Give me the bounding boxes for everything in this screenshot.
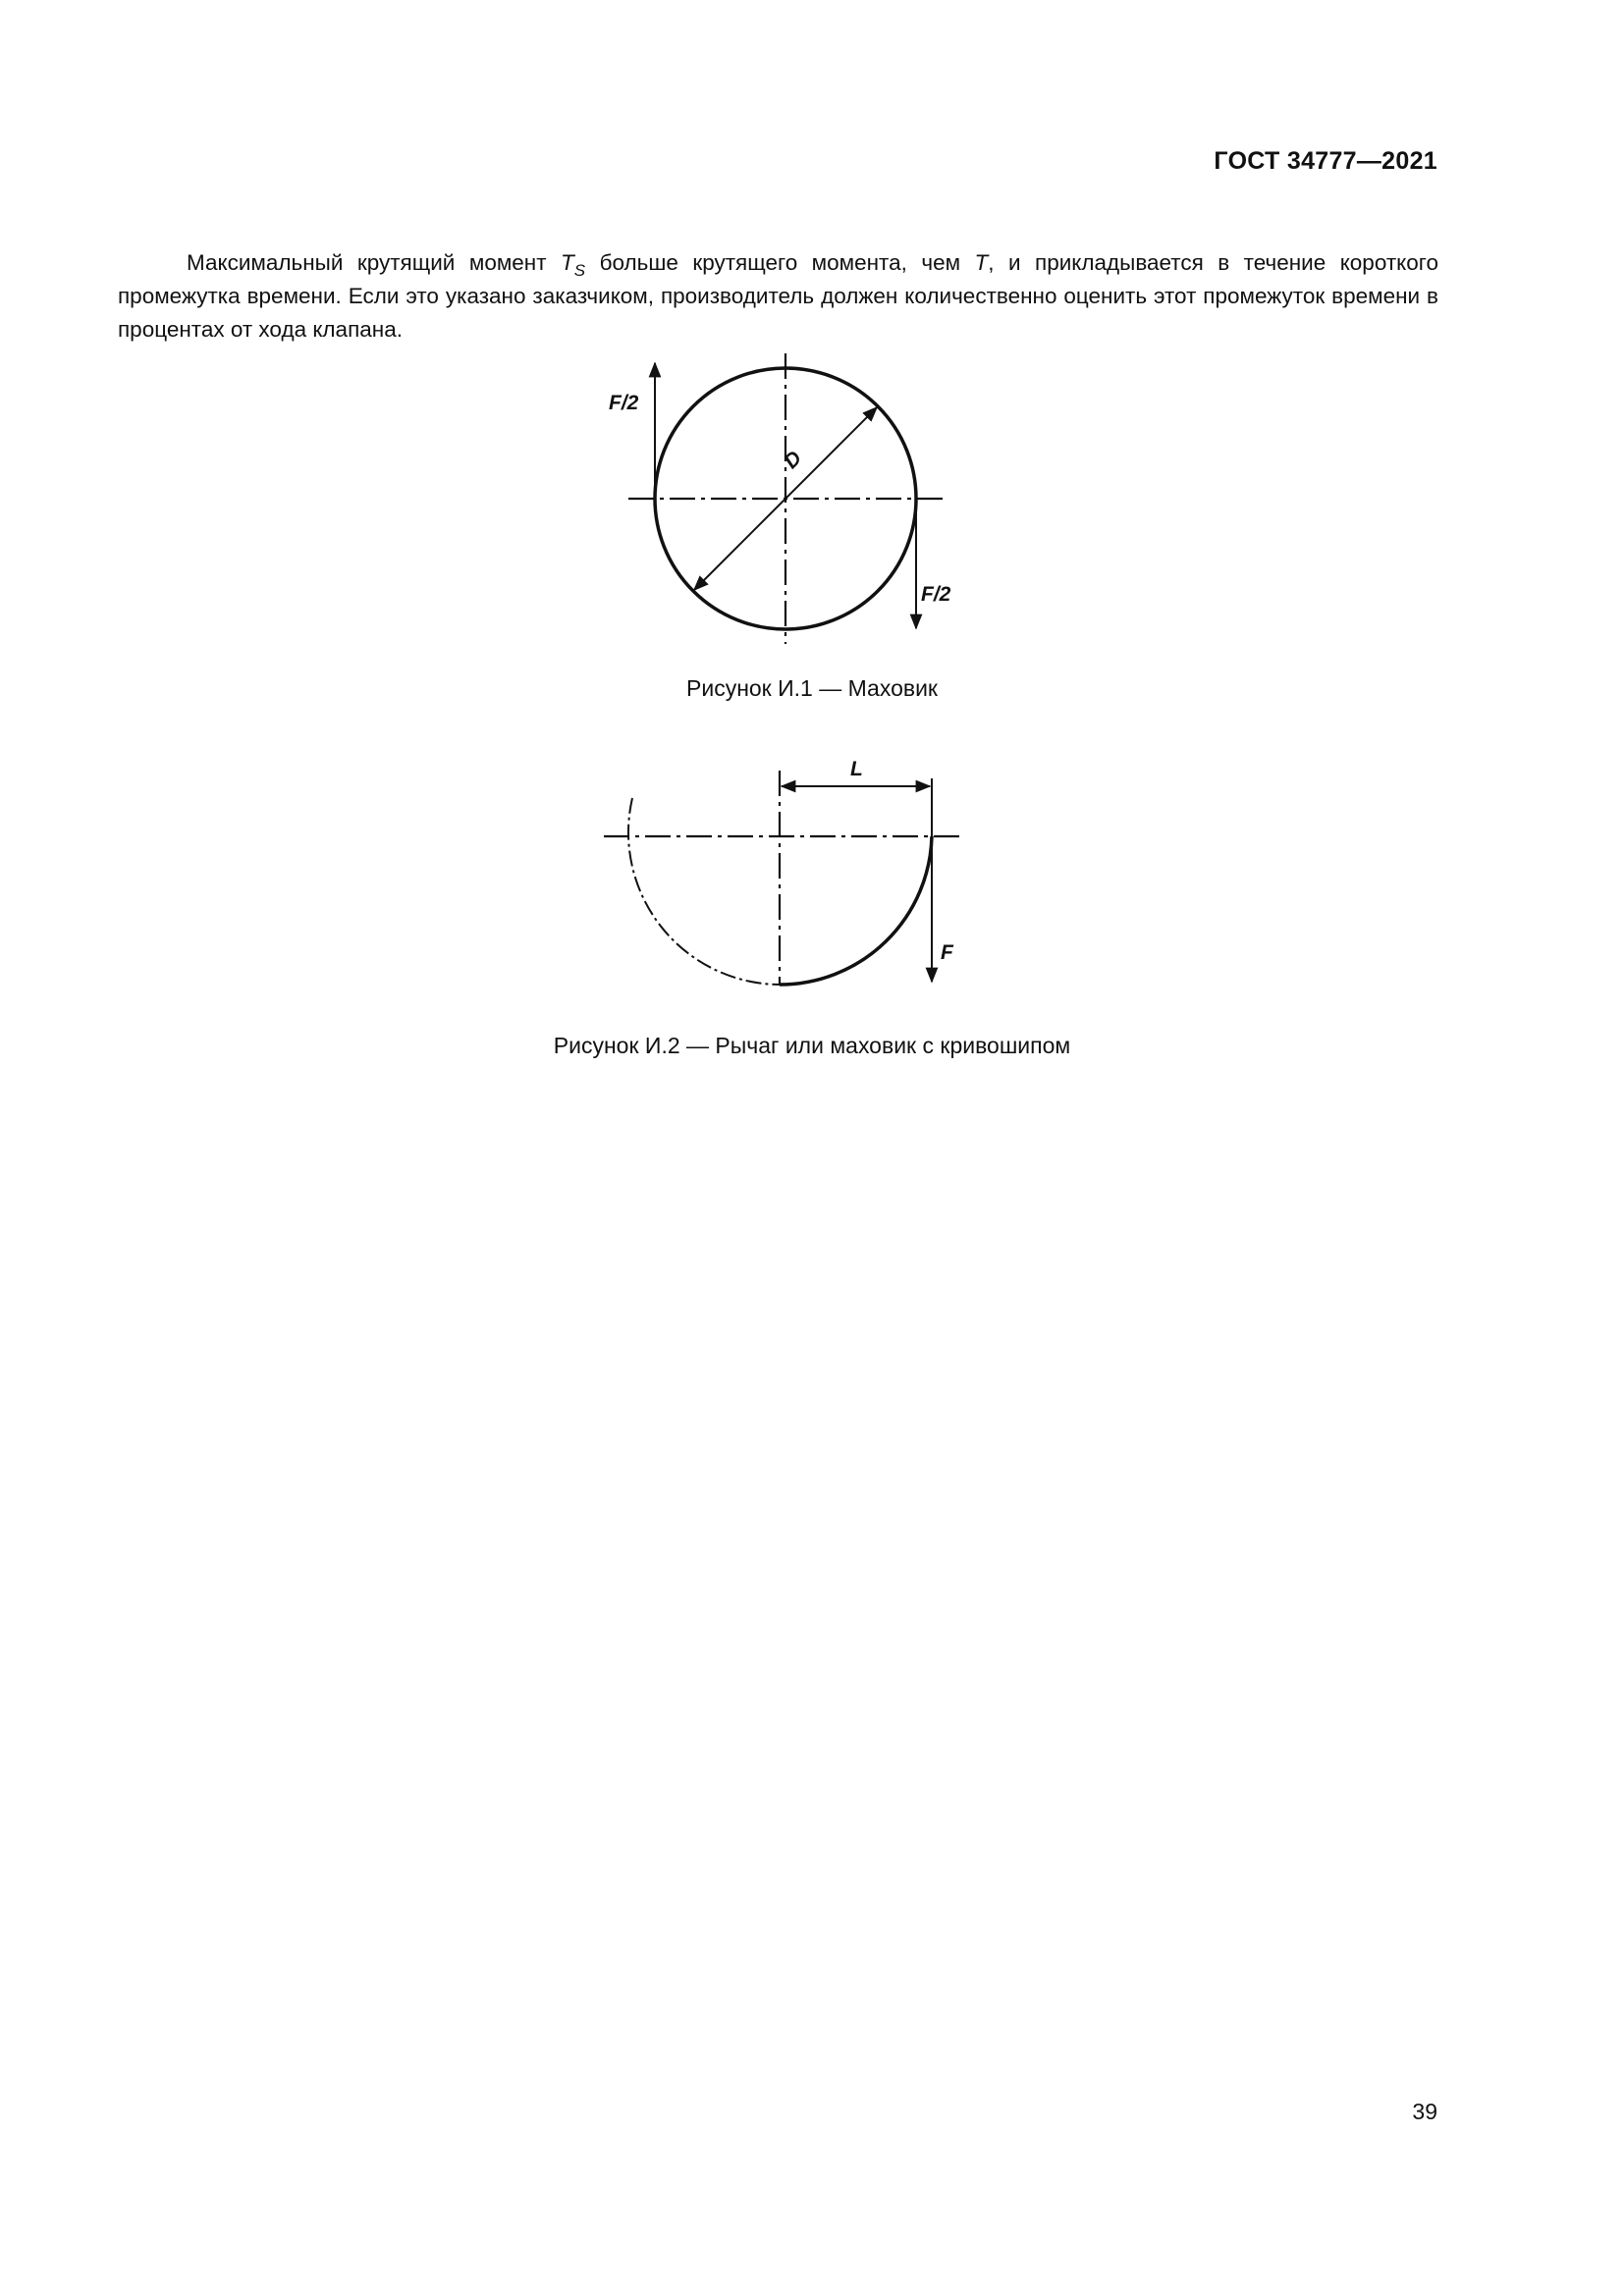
page-header-standard: ГОСТ 34777—2021 [1214, 147, 1437, 175]
label-diameter: D [780, 447, 807, 473]
body-paragraph [118, 246, 1438, 347]
label-force: F [941, 941, 953, 964]
crank-arc-faint [628, 798, 780, 985]
figure-lever [589, 751, 982, 1006]
figure-handwheel [589, 353, 982, 648]
paragraph-text-2: больше крутящего момента, чем [585, 249, 975, 275]
lever-diagram [589, 751, 982, 1006]
symbol-t: T [974, 249, 989, 275]
paragraph-text-3: , и прикладывается в течение коpоткого промежутка времени. Если это указано заказчиком, производитель должен количественно оценить этот промежуток времени в процентах от хода клапана. [118, 249, 1438, 342]
figure1-caption: Рисунок И.1 — Маховик [686, 675, 938, 701]
symbol-ts: T [561, 249, 574, 275]
label-force-top: F/2 [609, 392, 639, 414]
crank-arc [780, 836, 932, 985]
label-force-bottom: F/2 [921, 583, 951, 606]
symbol-ts-subscript: S [573, 260, 586, 280]
page-number: 39 [1412, 2099, 1437, 2124]
paragraph-text-1: Максимальный крутящий момент [187, 249, 562, 275]
figure2-caption: Рисунок И.2 — Рычаг или маховик с кривошипом [553, 1033, 1071, 1058]
label-length: L [850, 758, 863, 780]
